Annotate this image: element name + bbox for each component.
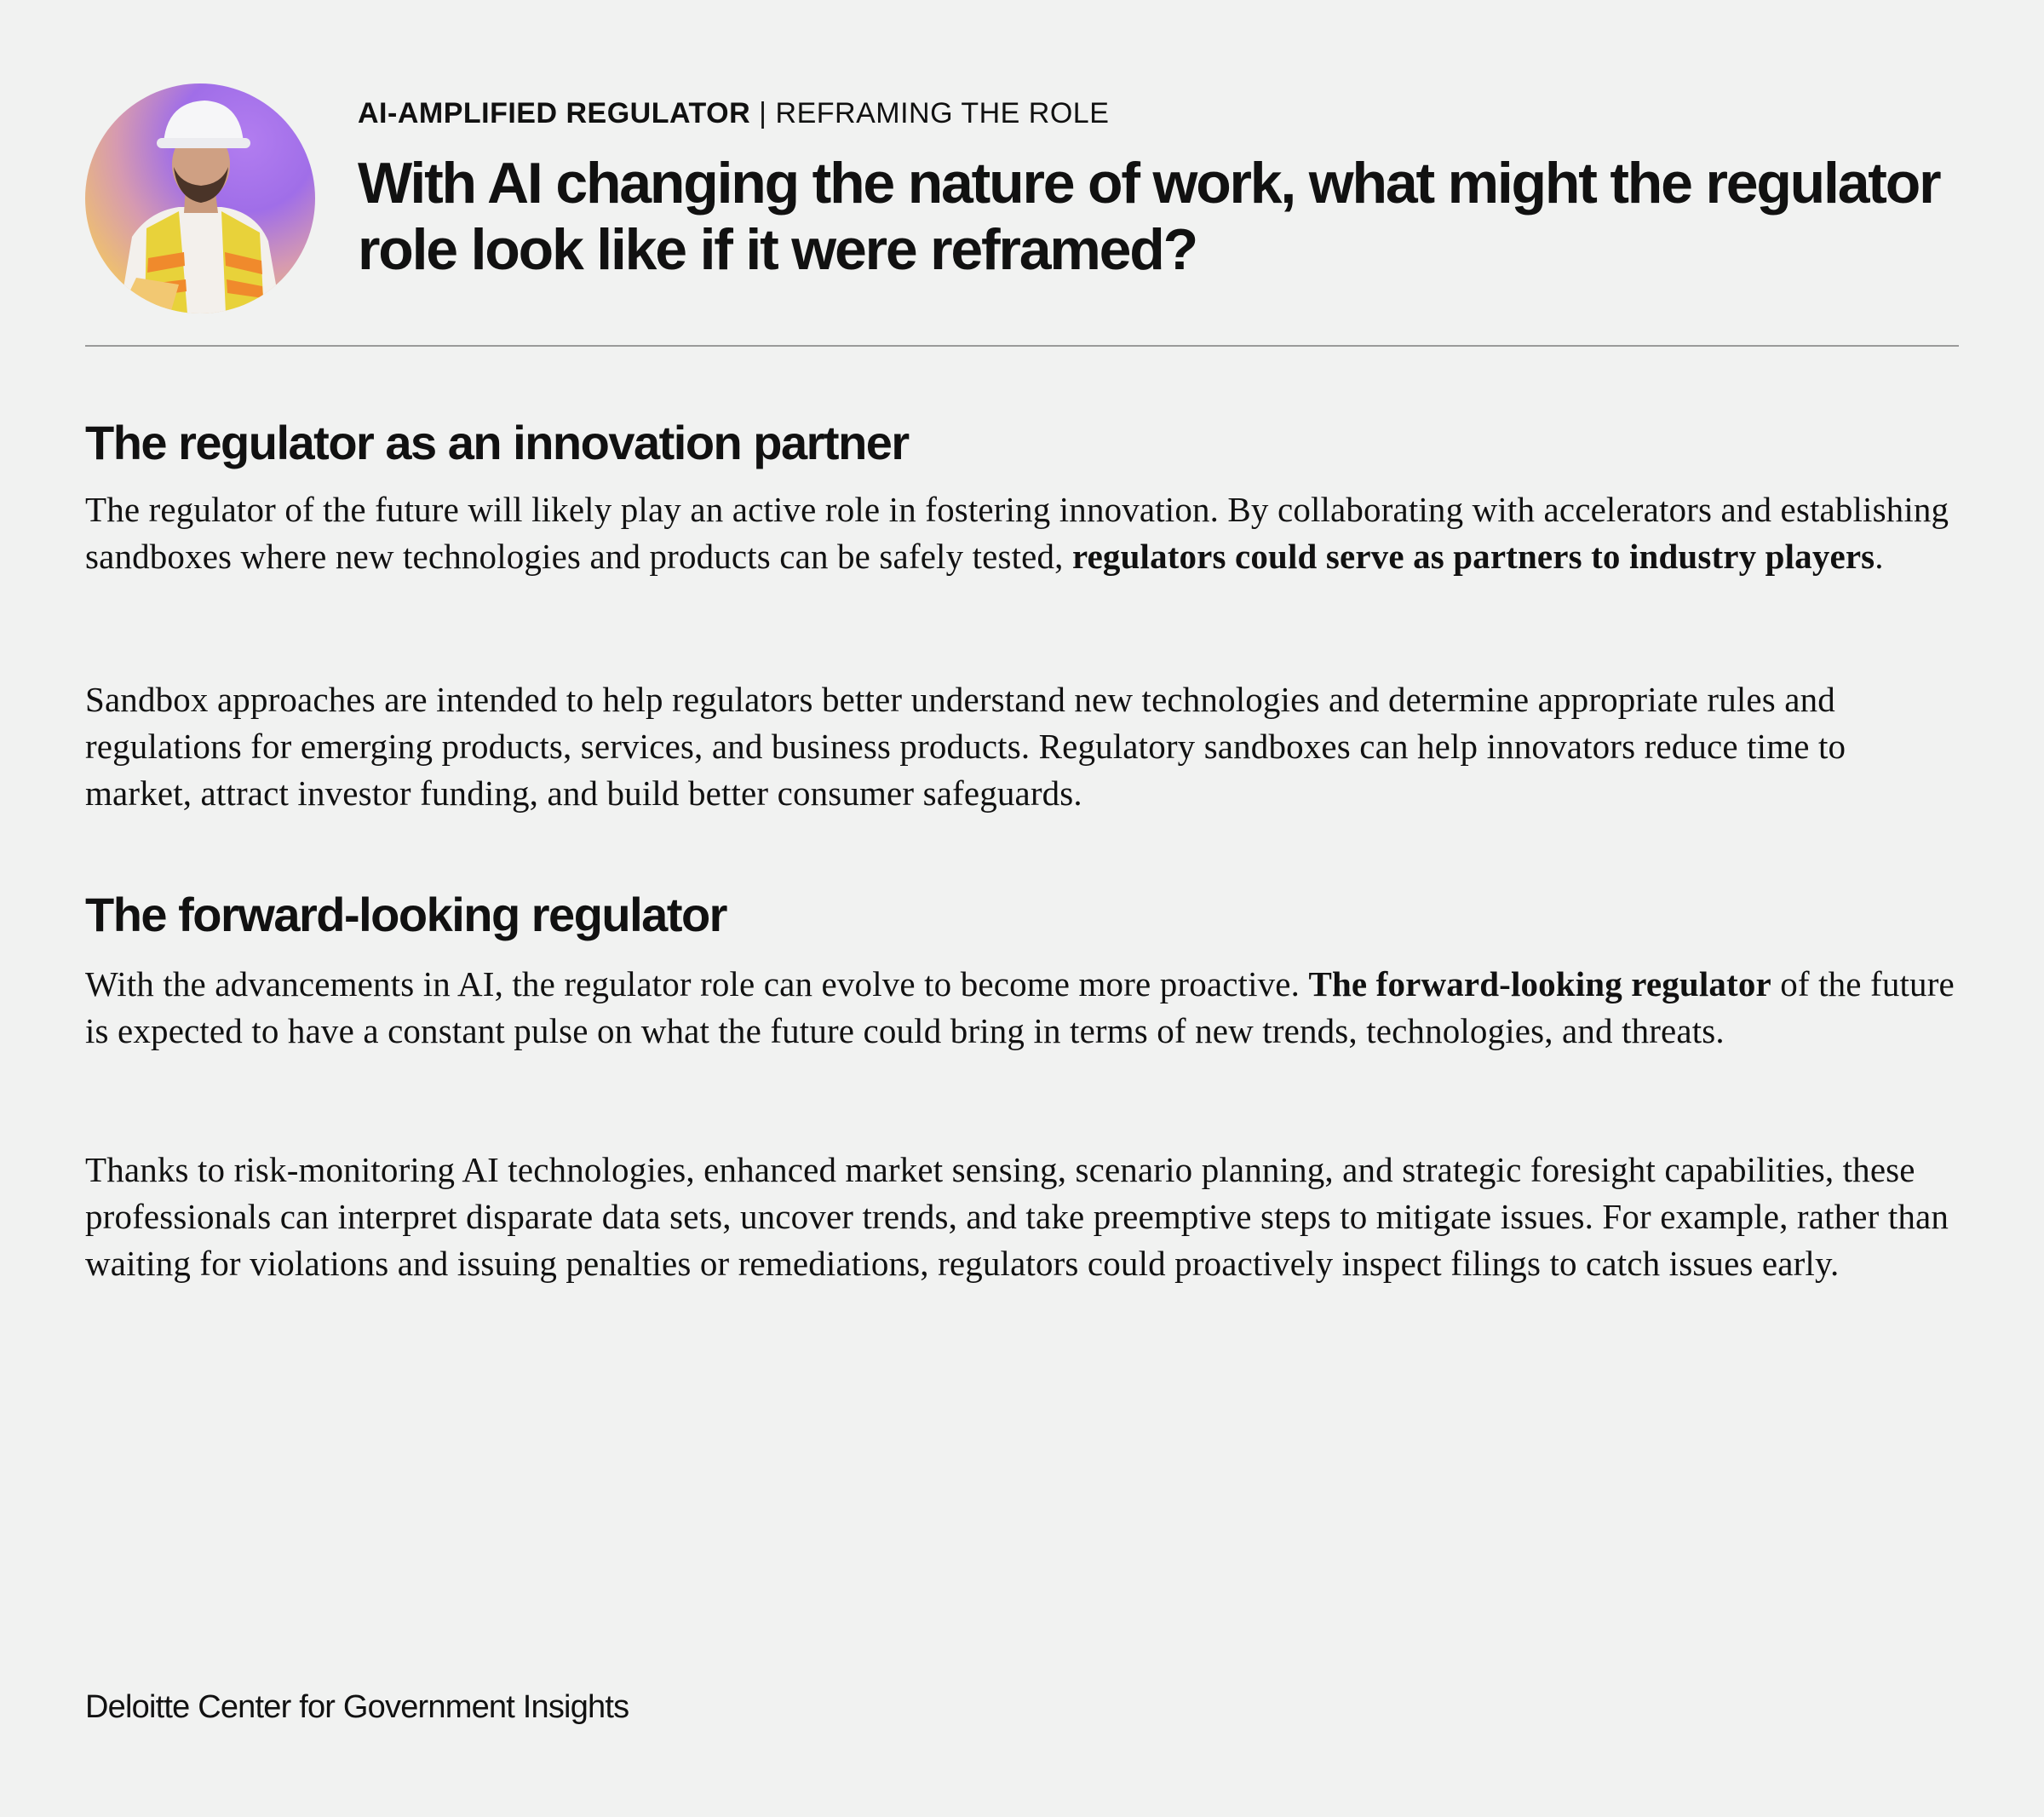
regulator-photo-icon (85, 83, 315, 313)
regulator-avatar (85, 83, 315, 313)
footer-source: Deloitte Center for Government Insights (85, 1689, 629, 1725)
header-divider (85, 345, 1959, 347)
page-title: With AI changing the nature of work, what might the regulator role look like if it were reframed? (358, 151, 1940, 282)
section-innovation-paragraph-2: Sandbox approaches are intended to help regulators better understand new technologies and determine appropriate rules and regulations for emerging products, services, and business products. Regulatory sandboxes can help innovators reduce time to market, attract investor funding, and build better consumer safeguards. (85, 680, 1846, 813)
kicker-separator: | (759, 97, 767, 129)
section-innovation-paragraph-1 (85, 486, 1959, 580)
kicker-category: AI-AMPLIFIED REGULATOR (358, 97, 751, 129)
paragraph-text: of the future is expected to have a constant pulse on what the future could bring in terms of new trends, technologies, and threats. (85, 964, 1955, 1050)
section-heading-innovation-partner: The regulator as an innovation partner (85, 416, 909, 469)
paragraph-text: The regulator of the future will likely play an active role in fostering innovation. By collaborating with accelerators and establishing sandboxes where new technologies and products can be safely tested, (85, 490, 1949, 576)
article-header (85, 83, 1959, 315)
section-forward-paragraph-1 (85, 961, 1959, 1055)
section-forward-paragraph-2: Thanks to risk-monitoring AI technologies, enhanced market sensing, scenario planning, and strategic foresight capabilities, these professionals can interpret disparate data sets, uncover trends, and take preemptive steps to mitigate issues. For example, rather than waiting for violations and issuing penalties or remediations, regulators could proactively inspect filings to catch issues early. (85, 1150, 1949, 1283)
paragraph-emphasis: The forward-looking regulator (1308, 964, 1771, 1003)
kicker (358, 97, 1109, 130)
paragraph-text: . (1875, 537, 1884, 576)
kicker-topic: REFRAMING THE ROLE (775, 97, 1110, 129)
paragraph-emphasis: regulators could serve as partners to industry players (1071, 537, 1875, 576)
section-heading-forward-looking: The forward-looking regulator (85, 888, 726, 941)
paragraph-text: With the advancements in AI, the regulator role can evolve to become more proactive. (85, 964, 1309, 1003)
